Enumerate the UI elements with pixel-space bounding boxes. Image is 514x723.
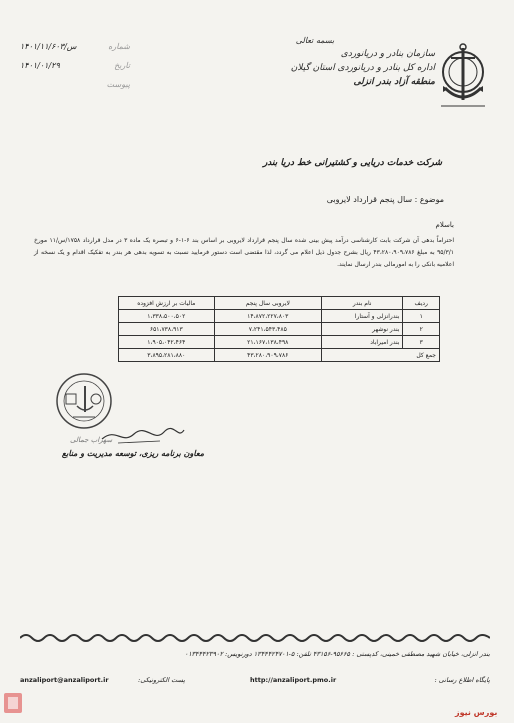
row-amount: ۲۱،۱۶۷،۱۳۸،۴۹۸ xyxy=(214,336,321,349)
col-header-port: نام بندر xyxy=(321,297,403,310)
table-header-row xyxy=(119,297,440,310)
row-tax: ۶۵۱،۷۳۸،۹۱۳ xyxy=(119,323,215,336)
total-label: جمع کل xyxy=(321,349,439,362)
header-org-line1: سازمان بنادر و دریانوردی xyxy=(340,49,435,59)
signatory-title: معاون برنامه ریزی، توسعه مدیریت و منابع xyxy=(61,448,204,458)
letter-attachment-label: پیوست xyxy=(106,80,130,89)
table-total-row xyxy=(119,349,440,362)
row-tax: ۱،۳۳۸،۵۰۰،۵۰۲ xyxy=(119,310,215,323)
row-port-name: بندرانزلی و آستارا xyxy=(321,310,403,323)
rope-divider-icon xyxy=(20,632,490,644)
row-amount: ۱۴،۸۷۲،۲۲۷،۸۰۳ xyxy=(214,310,321,323)
header-org-line2: اداره کل بنادر و دریانوردی استان گیلان xyxy=(290,63,435,73)
letter-date-label: تاریخ xyxy=(114,61,130,70)
letter-meta xyxy=(20,42,130,99)
footer-website: http://anzaliport.pmo.ir xyxy=(250,676,337,684)
letter-subject: موضوع : سال پنجم قرارداد لایروبی xyxy=(326,195,444,204)
row-index: ۲ xyxy=(403,323,440,336)
row-port-name: بندر نوشهر xyxy=(321,323,403,336)
header-org-line3: منطقه آزاد بندر انزلی xyxy=(353,77,435,87)
footer-contact xyxy=(20,676,490,688)
letter-greeting: باسلام xyxy=(435,221,454,229)
table-row xyxy=(119,310,440,323)
header-invocation: بسمه تعالی xyxy=(295,36,335,45)
letter-body: احتراماً بدهی آن شرکت بابت کارشناسی درآمد پیش بینی شده سال پنجم قرارداد لایروبی بر اساس بند ۶-۱-۶ و تبصره یک ماده ۳ در مدل قرارداد ۱۷۵۸/س/۱۱ مورخ ۹۵/۳/۱ به مبلغ ۴۳،۲۸۰،۹۰۹،۷۸۶ ریال بشرح جدول ذیل اعلام می گردد، لذا مقتضی است دستور فرمایید نسبت به تسویه بدهی هر بندر به تفکیک اقدام و یک نسخه از اعلامیه بانکی را به امورمالی بندر ارسال نمایند. xyxy=(34,237,455,268)
official-stamp-icon xyxy=(55,372,113,430)
news-watermark: بورس نیوز xyxy=(455,708,498,717)
letter-date: ۱۴۰۱/۰۱/۲۹ xyxy=(20,61,60,70)
row-index: ۱ xyxy=(403,310,440,323)
total-amount: ۴۳،۲۸۰،۹۰۹،۷۸۶ xyxy=(214,349,321,362)
row-tax: ۱،۹۰۵،۰۴۲،۴۶۴ xyxy=(119,336,215,349)
footer-email: anzaliport@anzaliport.ir xyxy=(20,676,109,684)
debt-table xyxy=(118,296,440,362)
org-header xyxy=(255,36,435,87)
row-index: ۳ xyxy=(403,336,440,349)
footer-website-label: پایگاه اطلاع رسانی : xyxy=(434,676,490,684)
col-header-tax: مالیات بر ارزش افزوده xyxy=(119,297,215,310)
row-port-name: بندر امیراباد xyxy=(321,336,403,349)
letter-number-label: شماره xyxy=(108,42,130,51)
row-amount: ۷،۲۴۱،۵۴۳،۴۸۵ xyxy=(214,323,321,336)
total-tax: ۳،۸۹۵،۲۸۱،۸۸۰ xyxy=(119,349,215,362)
footer-address: بندر انزلی، خیابان شهید مصطفی خمینی، کدپستی : ۹۵۶۶۵-۴۳۱۵۶ تلفن: ۵-۱۳۴۴۴۲۴۷۰۱ دورنویس: ۰۱۳۴۴۴۲۳۹۰۲ xyxy=(184,650,490,658)
footer-email-label: پست الکترونیکی: xyxy=(138,676,186,684)
letter-number: ۱۴۰۱/س/۱۱/۶۰۳ xyxy=(20,42,77,51)
col-header-index: ردیف xyxy=(403,297,440,310)
anchor-logo-icon xyxy=(437,42,489,112)
recipient-company: شرکت خدمات دریایی و کشتیرانی خط دریا بندر xyxy=(262,158,442,168)
table-row xyxy=(119,323,440,336)
col-header-amount: لایروبی سال پنجم xyxy=(214,297,321,310)
source-logo-icon xyxy=(2,689,26,717)
table-row xyxy=(119,336,440,349)
signatory-name: سهراب جمالی xyxy=(70,436,113,444)
